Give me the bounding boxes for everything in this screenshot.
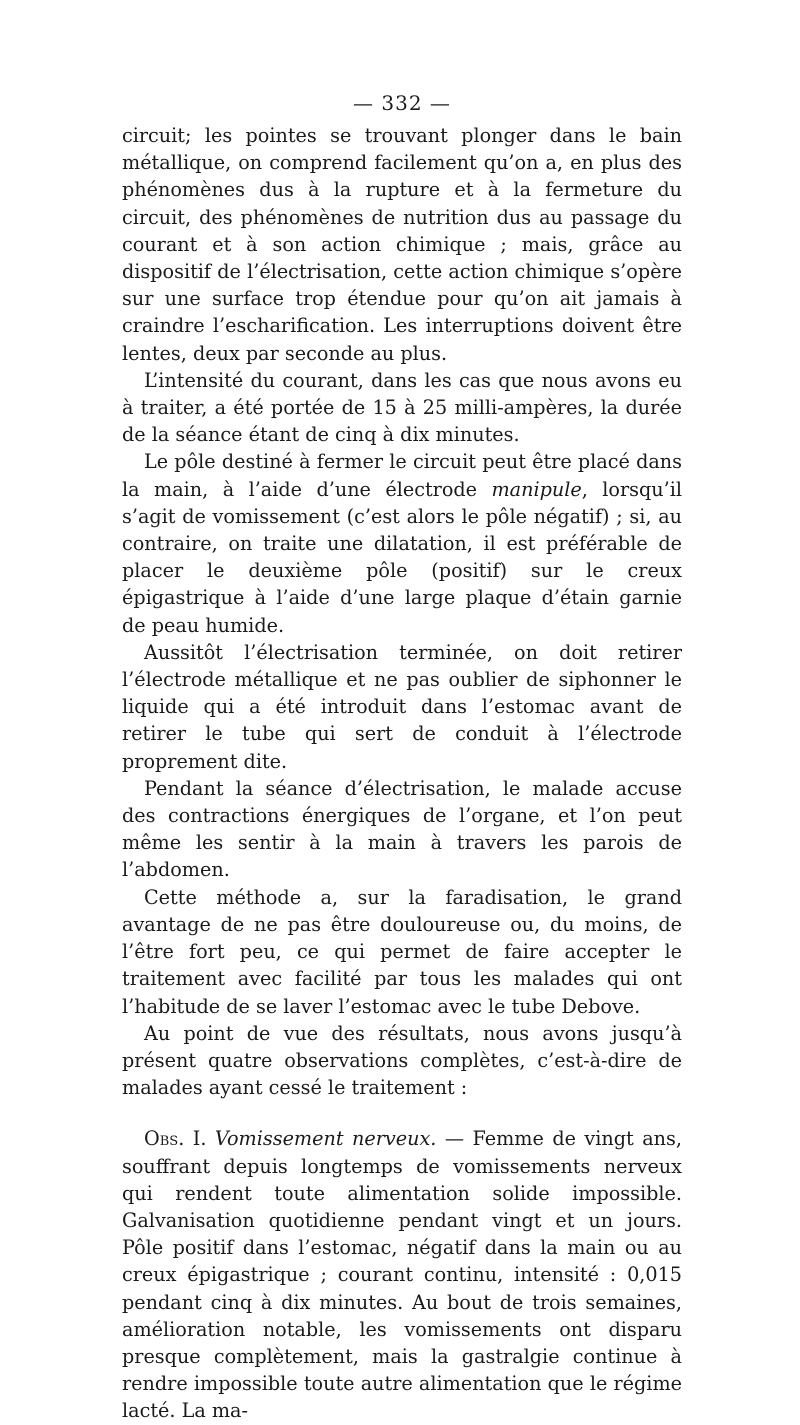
italic-term: manipule	[491, 477, 582, 501]
text-run: Aussitôt l’électrisation terminée, on doit retirer l’électrode métallique et ne pas oublier de siphonner le liquide qui a été introduit dans l’estomac avant de retirer le tube qui sert de conduit à l’électrode proprement dite.	[122, 640, 682, 773]
paragraph	[122, 1125, 682, 1424]
text-run: Au point de vue des résultats, nous avons jusqu’à présent quatre observations complètes, c’est-à-dire de malades ayant cessé le traitement :	[122, 1021, 682, 1100]
paragraph	[122, 122, 682, 367]
text-run: , lorsqu’il s’agit de vomissement (c’est alors le pôle négatif) ; si, au contraire, on traite une dilatation, il est préférable de placer le deuxième pôle (positif) sur le creux épigastrique à l’aide d’une large plaque d’étain garnie de peau humide.	[122, 477, 682, 637]
book-page	[122, 88, 682, 1425]
text-run: L’intensité du courant, dans les cas que nous avons eu à traiter, a été portée de 15 à 25 milli-ampères, la durée de la séance étant de cinq à dix minutes.	[122, 368, 682, 447]
paragraph	[122, 448, 682, 638]
text-run: circuit; les pointes se trouvant plonger dans le bain métallique, on comprend facilement qu’on a, en plus des phénomènes dus à la rupture et à la fermeture du circuit, des phénomènes de nutrition dus au passage du courant et à son action chimique ; mais, grâce au dispositif de l’électrisation, cette action chimique s’opère sur une surface trop étendue pour qu’on ait jamais à craindre l’escharification. Les interruptions doivent être lentes, deux par seconde au plus.	[122, 124, 682, 365]
body-text	[122, 122, 682, 1425]
text-run: — Femme de vingt ans, souffrant depuis longtemps de vomissements nerveux qui rendent toute alimentation solide impossible. Galvanisation quotidienne pendant vingt et un jours. Pôle positif dans l’estomac, négatif dans la main ou au creux épigastrique ; courant continu, intensité : 0,015 pendant cinq à dix minutes. Au bout de trois semaines, amélioration notable, les vomissements ont disparu presque complètement, mais la gastralgie continue à rendre impossible toute autre alimentation que le régime lacté. La ma-	[122, 1127, 682, 1423]
italic-term: Vomissement nerveux.	[214, 1127, 437, 1151]
text-run: Le pôle destiné à fermer le circuit peut être placé dans la main, à l’aide d’une électrode	[122, 450, 682, 501]
text-run	[206, 1127, 214, 1150]
observation-label: Obs. I.	[144, 1127, 207, 1151]
text-run: Cette méthode a, sur la faradisation, le grand avantage de ne pas être douloureuse ou, du moins, de l’être fort peu, ce qui permet de faire accepter le traitement avec facilité par tous les malades qui ont l’habitude de se laver l’estomac avec le tube Debove.	[122, 885, 682, 1018]
paragraph	[122, 884, 682, 1020]
paragraph	[122, 1020, 682, 1102]
paragraph	[122, 639, 682, 775]
paragraph	[122, 367, 682, 449]
text-run: Pendant la séance d’électrisation, le malade accuse des contractions énergiques de l’organe, et l’on peut même les sentir à la main à travers les parois de l’abdomen.	[122, 776, 682, 882]
page-number: — 332 —	[353, 91, 451, 115]
paragraph	[122, 775, 682, 884]
